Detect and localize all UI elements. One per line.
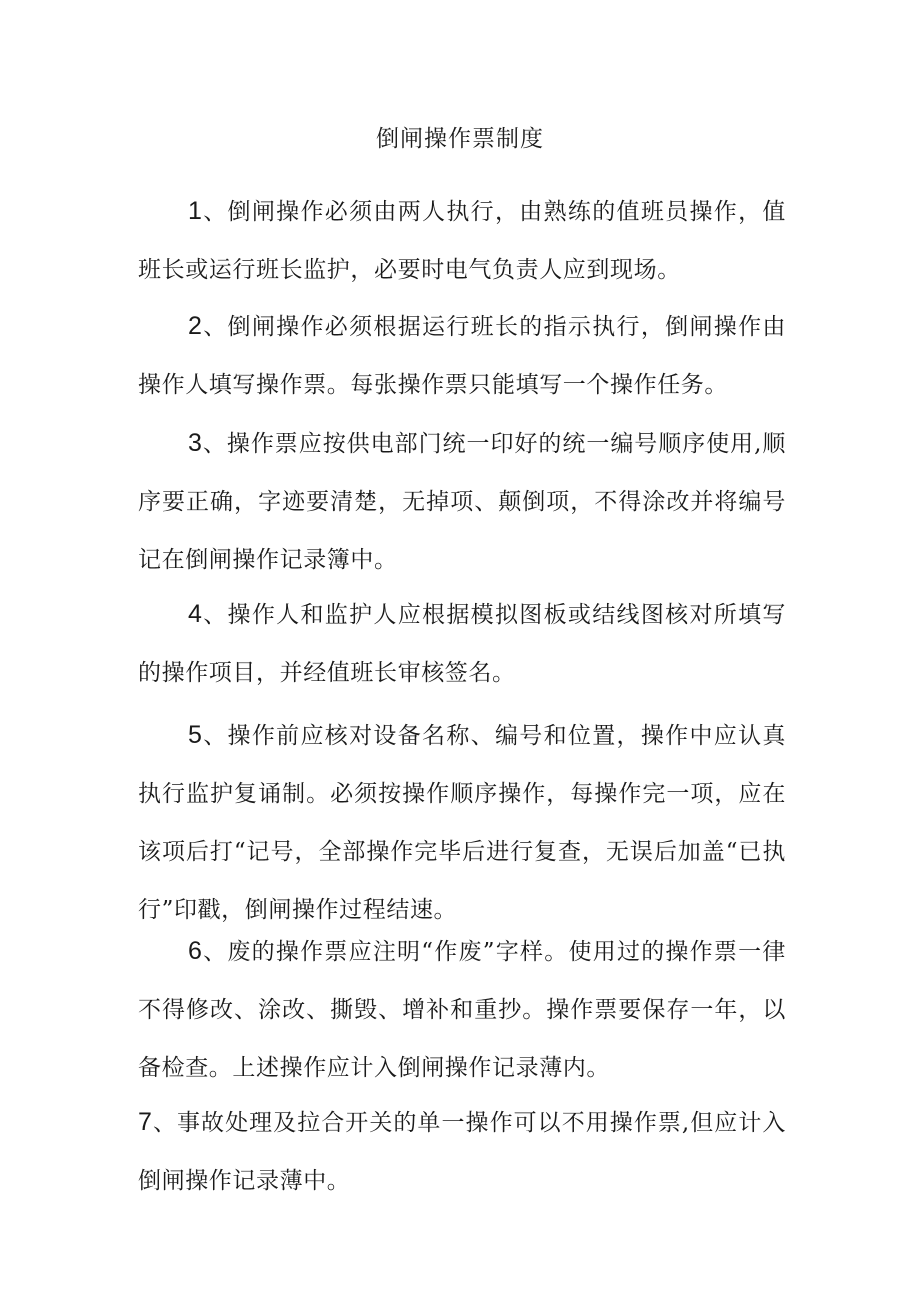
paragraph-2 (138, 297, 786, 414)
paragraph-number: 4 (188, 600, 203, 628)
paragraph-text: 、倒闸操作必须由两人执行，由熟练的值班员操作，值班长或运行班长监护，必要时电气负责人应到现场。 (138, 199, 786, 283)
paragraph-text: 、操作前应核对设备名称、编号和位置，操作中应认真执行监护复诵制。必须按操作顺序操作，每操作完一项，应在该项后打“记号，全部操作完毕后进行复查，无误后加盖“已执行”印戳，倒闸操作过程结速。 (138, 723, 786, 923)
paragraph-6 (138, 922, 786, 1097)
paragraph-number: 6 (188, 937, 203, 965)
paragraph-text: 、操作人和监护人应根据模拟图板或结线图核对所填写的操作项目，并经值班长审核签名。 (138, 602, 786, 686)
paragraph-number: 1 (188, 197, 203, 225)
page-title: 倒闸操作票制度 (376, 126, 544, 152)
paragraph-3 (138, 414, 786, 589)
paragraph-text: 、倒闸操作必须根据运行班长的指示执行，倒闸操作由操作人填写操作票。每张操作票只能填写一个操作任务。 (138, 314, 786, 398)
paragraph-text: 、事故处理及拉合开关的单一操作可以不用操作票,但应计入倒闸操作记录薄中。 (138, 1110, 786, 1194)
paragraph-1 (138, 182, 786, 299)
paragraph-5 (138, 706, 786, 939)
paragraph-7 (138, 1093, 786, 1210)
paragraph-number: 2 (188, 312, 203, 340)
paragraph-number: 5 (188, 721, 203, 749)
paragraph-number: 7 (138, 1108, 153, 1136)
paragraph-text: 、废的操作票应注明“作废”字样。使用过的操作票一律不得修改、涂改、撕毁、增补和重抄。操作票要保存一年，以备检查。上述操作应计入倒闸操作记录薄内。 (138, 939, 786, 1081)
paragraph-4 (138, 585, 786, 702)
paragraph-text: 、操作票应按供电部门统一印好的统一编号顺序使用,顺序要正确，字迹要清楚，无掉项、颠倒项，不得涂改并将编号记在倒闸操作记录簿中。 (138, 431, 786, 573)
paragraph-number: 3 (188, 429, 203, 457)
